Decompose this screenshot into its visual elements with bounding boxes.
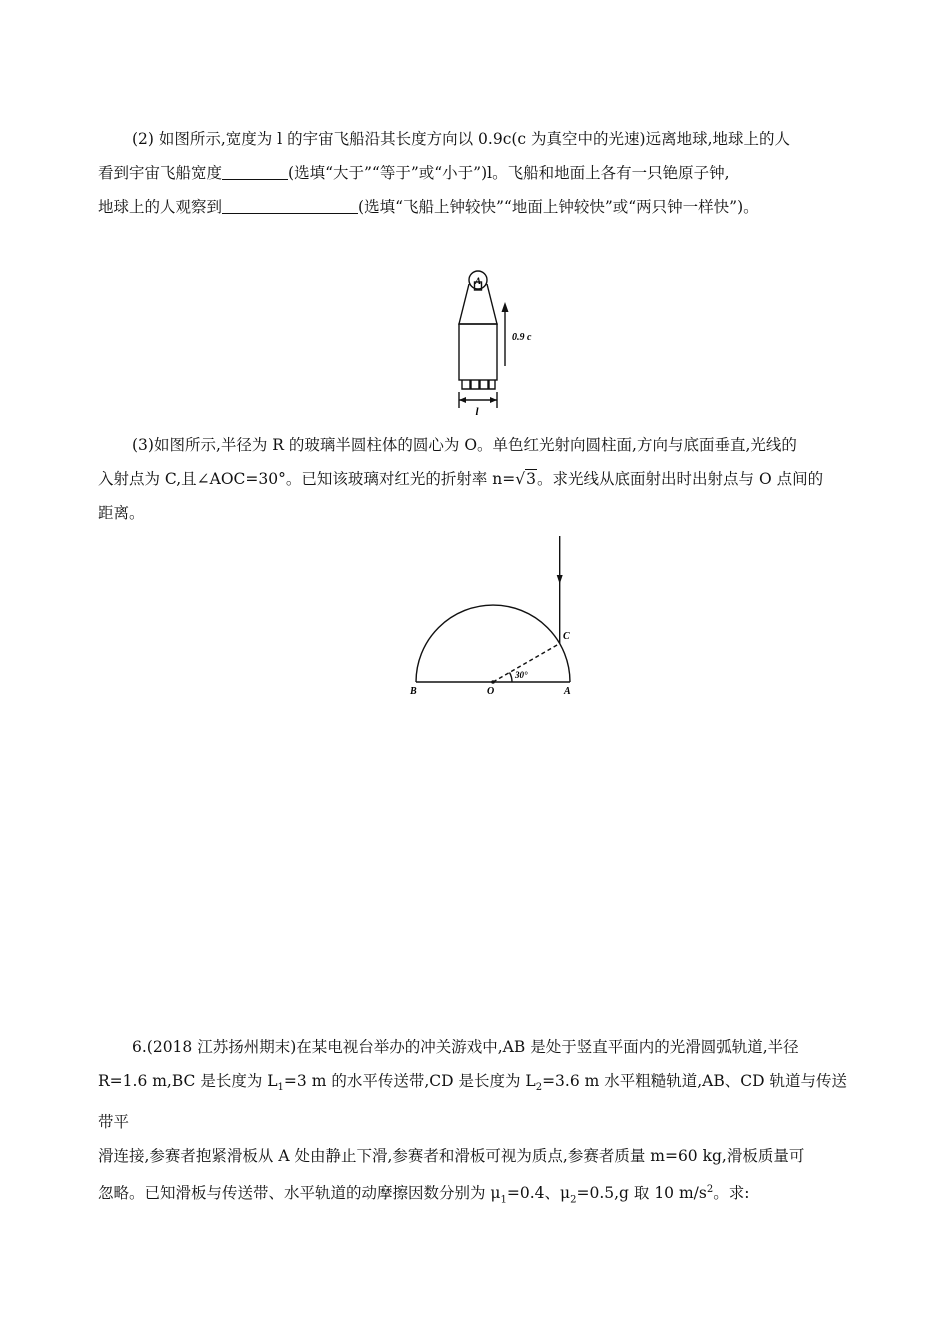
q6-line1: 6.(2018 江苏扬州期末)在某电视台举办的冲关游戏中,AB 是处于竖直平面内的光滑圆弧轨道,半径 [132, 1038, 799, 1056]
spaceship-figure [440, 262, 550, 418]
width-arrowhead-left [459, 397, 466, 403]
sqrt-value: 3 [526, 470, 537, 488]
q6-line2-b: =3 m 的水平传送带,CD 是长度为 L [283, 1072, 536, 1090]
spaceship-body [459, 324, 497, 380]
q6-line4-d: 。求: [713, 1184, 750, 1203]
q6-line4-b: =0.4、μ [506, 1184, 571, 1203]
q6-line2-a: R=1.6 m,BC 是长度为 L [98, 1072, 278, 1090]
q6-mu-sub-2: 2 [570, 1194, 577, 1206]
q2-answer-blank-1[interactable] [222, 163, 288, 180]
q6-line4-c: =0.5,g 取 10 m/s [576, 1184, 707, 1203]
q6-mu-sub-1: 1 [500, 1194, 507, 1206]
q3-line1: (3)如图所示,半径为 R 的玻璃半圆柱体的圆心为 O。单色红光射向圆柱面,方向与底面垂直,光线的 [132, 436, 797, 454]
q2-line3-b: (选填“飞船上钟较快”“地面上钟较快”或“两只钟一样快”)。 [358, 198, 759, 216]
q6-line3: 滑连接,参赛者抱紧滑板从 A 处由静止下滑,参赛者和滑板可视为质点,参赛者质量 m=60 kg,滑板质量可 [98, 1147, 805, 1166]
width-arrowhead-right [490, 397, 497, 403]
q2-answer-blank-2[interactable] [222, 197, 358, 214]
q3-paragraph [98, 428, 858, 530]
head-label: A [474, 276, 482, 286]
q2-line1: (2) 如图所示,宽度为 l 的宇宙飞船沿其长度方向以 0.9c(c 为真空中的光速)远离地球,地球上的人 [132, 130, 791, 148]
q3-line2-a: 入射点为 C,且∠AOC=30°。已知该玻璃对红光的折射率 n= [98, 470, 516, 488]
ray-arrowhead [557, 575, 563, 584]
q6-line4-a: 忽略。已知滑板与传送带、水平轨道的动摩擦因数分别为 μ [98, 1184, 501, 1203]
spaceship-thrusters [462, 380, 495, 389]
q2-line2-a: 看到宇宙飞船宽度 [98, 164, 223, 182]
sqrt-sign: √ [515, 470, 526, 488]
label-c: C [563, 631, 570, 642]
angle-arc [510, 673, 513, 683]
semicircle-arc [416, 605, 570, 682]
label-a: A [564, 686, 571, 697]
q6-sup: 2 [706, 1184, 714, 1196]
q2-line2-b: (选填“大于”“等于”或“小于”)l。飞船和地面上各有一只铯原子钟, [288, 164, 730, 182]
q6-sub-2: 2 [535, 1082, 543, 1094]
center-point-o [491, 680, 495, 684]
speed-label: 0.9 c [512, 332, 532, 343]
label-b: B [410, 686, 417, 697]
label-o: O [487, 686, 495, 697]
q2-paragraph [98, 122, 858, 224]
q3-line2-b: 。求光线从底面射出时出射点与 O 点间的 [537, 470, 824, 488]
q6-paragraph [98, 1030, 858, 1217]
q3-line3: 距离。 [98, 504, 145, 522]
q6-line2-c: =3.6 m 水平粗糙轨道,AB、CD 轨道与传送带平 [98, 1072, 847, 1132]
angle-label: 30° [515, 670, 528, 680]
q6-sub-1: 1 [277, 1082, 284, 1094]
semicircle-figure [405, 532, 585, 698]
q2-line3-a: 地球上的人观察到 [98, 198, 223, 216]
width-label: l [475, 406, 479, 418]
velocity-arrowhead [502, 302, 509, 312]
